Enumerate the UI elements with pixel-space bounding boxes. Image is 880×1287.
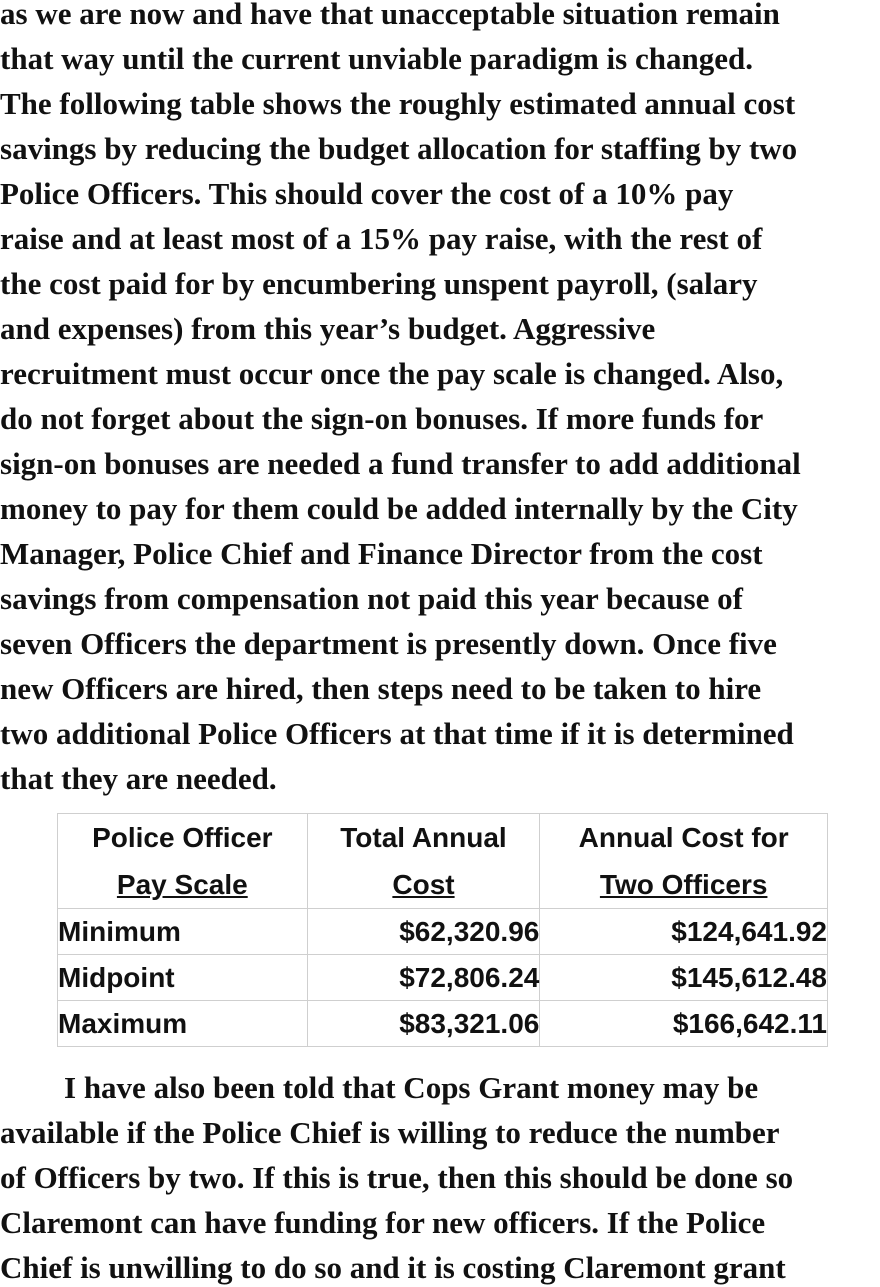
- paragraph-1-line: money to pay for them could be added internally by the City: [0, 491, 798, 526]
- header-total-annual-cost: [307, 814, 540, 909]
- paragraph-1-line: that way until the current unviable paradigm is changed.: [0, 41, 753, 76]
- header-total-annual-cost-line2: Cost: [392, 869, 455, 900]
- paragraph-1-line: Police Officers. This should cover the cost of a 10% pay: [0, 176, 734, 211]
- two-officers-cost-cell: $124,641.92: [540, 909, 828, 955]
- paragraph-1-line: two additional Police Officers at that time if it is determined: [0, 716, 794, 751]
- table-header-row: [58, 814, 828, 909]
- paragraph-1-line: seven Officers the department is presently down. Once five: [0, 626, 777, 661]
- paragraph-1-line: that they are needed.: [0, 761, 277, 796]
- pay-scale-cost-table: [57, 813, 828, 1047]
- paragraph-1-line: raise and at least most of a 15% pay raise, with the rest of: [0, 221, 763, 256]
- table-row: [58, 1001, 828, 1047]
- two-officers-cost-cell: $145,612.48: [540, 955, 828, 1001]
- paragraph-2-line: of Officers by two. If this is true, then this should be done so: [0, 1160, 794, 1195]
- paragraph-1-line: recruitment must occur once the pay scale is changed. Also,: [0, 356, 784, 391]
- header-pay-scale: [58, 814, 308, 909]
- pay-scale-cell: Maximum: [58, 1001, 308, 1047]
- paragraph-1-line: savings by reducing the budget allocation for staffing by two: [0, 131, 798, 166]
- paragraph-1-line: new Officers are hired, then steps need to be taken to hire: [0, 671, 762, 706]
- header-two-officers-cost-line1: Annual Cost for: [578, 822, 789, 853]
- paragraph-1-line: sign-on bonuses are needed a fund transfer to add additional: [0, 446, 801, 481]
- total-annual-cost-cell: $72,806.24: [307, 955, 540, 1001]
- header-two-officers-cost: [540, 814, 828, 909]
- paragraph-1-line: do not forget about the sign-on bonuses. If more funds for: [0, 401, 764, 436]
- paragraph-1-line: Manager, Police Chief and Finance Director from the cost: [0, 536, 763, 571]
- total-annual-cost-cell: $62,320.96: [307, 909, 540, 955]
- paragraph-1-line: savings from compensation not paid this year because of: [0, 581, 743, 616]
- table-row: [58, 955, 828, 1001]
- header-two-officers-cost-line2: Two Officers: [599, 869, 768, 900]
- header-total-annual-cost-line1: Total Annual: [340, 822, 507, 853]
- two-officers-cost-cell: $166,642.11: [540, 1001, 828, 1047]
- paragraph-1-line: and expenses) from this year’s budget. Aggressive: [0, 311, 656, 346]
- paragraph-2-line: Claremont can have funding for new officers. If the Police: [0, 1205, 766, 1240]
- table-row: [58, 909, 828, 955]
- paragraph-1-line: as we are now and have that unacceptable situation remain: [0, 0, 780, 31]
- paragraph-2-line: available if the Police Chief is willing to reduce the number: [0, 1115, 780, 1150]
- header-pay-scale-line2: Pay Scale: [116, 869, 248, 900]
- header-pay-scale-line1: Police Officer: [92, 822, 273, 853]
- total-annual-cost-cell: $83,321.06: [307, 1001, 540, 1047]
- paragraph-2-line: I have also been told that Cops Grant money may be: [64, 1070, 759, 1105]
- paragraph-2-line: Chief is unwilling to do so and it is costing Claremont grant: [0, 1250, 786, 1285]
- paragraph-1-line: the cost paid for by encumbering unspent payroll, (salary: [0, 266, 758, 301]
- pay-scale-cell: Midpoint: [58, 955, 308, 1001]
- pay-scale-cell: Minimum: [58, 909, 308, 955]
- paragraph-1-line: The following table shows the roughly estimated annual cost: [0, 86, 796, 121]
